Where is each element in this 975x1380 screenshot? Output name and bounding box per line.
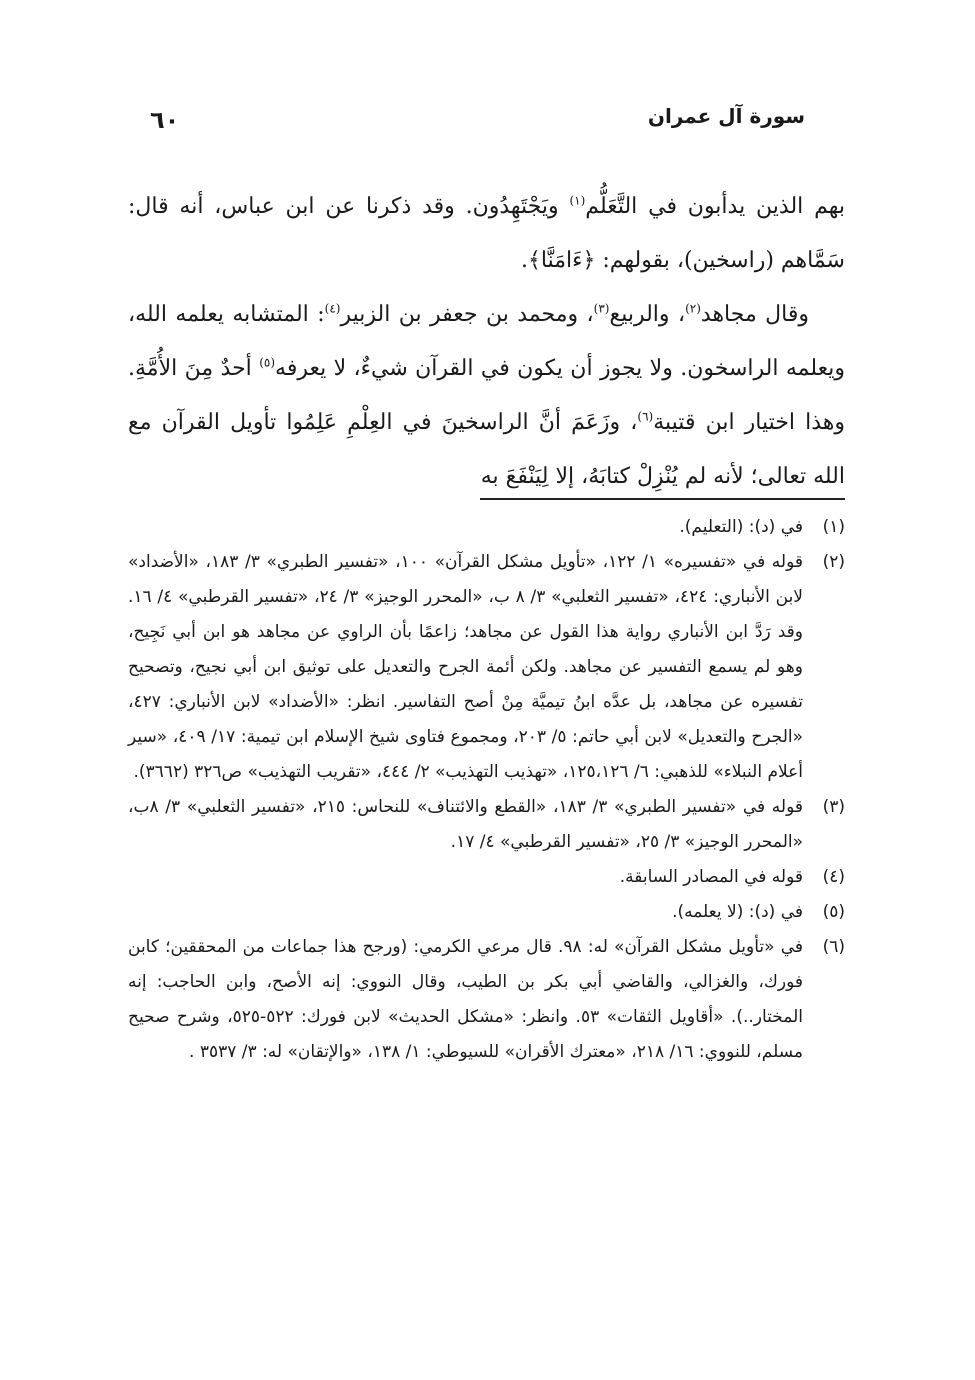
page-number: ٦٠ xyxy=(150,106,180,134)
footnote-text: قوله في المصادر السابقة. xyxy=(619,867,803,887)
surah-title: سورة آل عمران xyxy=(647,104,805,128)
footnote-ref-6: (٦) xyxy=(637,409,654,424)
text-run: بهم الذين يدأبون في التَّعَلُّم xyxy=(585,194,845,219)
footnote-separator xyxy=(480,498,845,500)
footnote-2 xyxy=(128,545,845,790)
footnotes xyxy=(128,510,845,1070)
text-run: : المتشابه يعلمه الله، ويعلمه الراسخون. ولا يجوز أن يكون في القرآن شيءٌ، لا يعرفه xyxy=(128,302,845,381)
footnote-text: في (د): (لا يعلمه). xyxy=(672,902,803,922)
footnote-number: (٢) xyxy=(822,552,845,572)
footnote-number: (٤) xyxy=(822,867,845,887)
footnote-1 xyxy=(128,510,845,545)
footnote-text: في (د): (التعليم). xyxy=(679,517,803,537)
footnote-ref-2: (٢) xyxy=(685,301,701,316)
text-run: ، ومحمد بن جعفر بن الزبير xyxy=(340,302,594,327)
footnote-text: قوله في «تفسيره» ١/ ١٢٢، «تأويل مشكل القرآن» ١٠٠، «تفسير الطبري» ٣/ ١٨٣، «الأضداد» لابن الأنباري: ٤٢٤، «تفسير الثعلبي» ٣/ ٨ ب، «المحرر الوجيز» ٣/ ٢٤، «تفسير القرطبي» ٤/ ١٦. وقد رَدَّ ابن الأنباري رواية هذا القول عن مجاهد؛ زاعمًا بأن الراوي عن مجاهد هو ابن أبي نَجِيح، وهو لم يسمع التفسير عن مجاهد. ولكن أئمة الجرح والتعديل على توثيق ابن أبي نجيح، وتصحيح تفسيره عن مجاهد، بل عدَّه ابنُ تيميَّة مِنْ أصح التفاسير. انظر: «الأضداد» لابن الأنباري: ٤٢٧، «الجرح والتعديل» لابن أبي حاتم: ٥/ ٢٠٣، ومجموع فتاوى شيخ الإسلام ابن تيمية: ١٧/ ٤٠٩، «سير أعلام النبلاء» للذهبي: ٦/ ١٢٥،١٢٦، «تهذيب التهذيب» ٢/ ٤٤٤، «تقريب التهذيب» ص٣٢٦ (٣٦٦٢). xyxy=(128,552,804,782)
footnote-text: قوله في «تفسير الطبري» ٣/ ١٨٣، «القطع والائتناف» للنحاس: ٢١٥، «تفسير الثعلبي» ٣/ ٨ب، «المحرر الوجيز» ٣/ ٢٥، «تفسير القرطبي» ٤/ ١٧. xyxy=(128,797,803,852)
text-run: وقال مجاهد xyxy=(700,302,809,327)
footnote-number: (٥) xyxy=(822,902,845,922)
text-run: ، والربيع xyxy=(609,302,686,327)
footnote-number: (٦) xyxy=(822,937,845,957)
footnote-ref-4: (٤) xyxy=(324,301,341,316)
main-text xyxy=(128,180,845,504)
footnote-6 xyxy=(128,930,845,1070)
footnote-number: (١) xyxy=(822,517,845,537)
paragraph-2 xyxy=(128,288,845,504)
footnote-ref-5: (٥) xyxy=(259,355,276,370)
page-header xyxy=(150,100,805,150)
footnote-ref-3: (٣) xyxy=(593,301,610,316)
footnote-4 xyxy=(128,860,845,895)
footnote-5 xyxy=(128,895,845,930)
text-run: ويَجْتَهِدُون. وقد ذكرنا عن ابن عباس، أنه قال: سَمَّاهم (راسخين)، بقولهم: ﴿ءَامَنَّا﴾. xyxy=(128,194,845,273)
paragraph-1 xyxy=(128,180,845,288)
text-run: ، وزَعَمَ أنَّ الراسخينَ في العِلْمِ عَلِمُوا تأويل القرآن مع الله تعالى؛ لأنه لم يُنْزِلْ كتابَهُ، إلا لِيَنْفَعَ به xyxy=(128,410,845,489)
footnote-text: في «تأويل مشكل القرآن» له: ٩٨. قال مرعي الكرمي: (ورجح هذا جماعات من المحققين؛ كابن فورك، والغزالي، والقاضي أبي بكر بن الطيب، وقال النووي: إنه الأصح، وابن الحاجب: إنه المختار..). «أقاويل الثقات» ٥٣. وانظر: «مشكل الحديث» لابن فورك: ٥٢٢-٥٢٥، وشرح صحيح مسلم، للنووي: ١٦/ ٢١٨، «معترك الأقران» للسيوطي: ١/ ١٣٨، «والإتقان» له: ٣/ ٣٥٣٧ . xyxy=(128,937,803,1062)
text-run: أحدٌ مِنَ الأُمَّةِ. وهذا اختيار ابن قتيبة xyxy=(128,356,845,435)
footnote-ref-1: (١) xyxy=(569,193,586,208)
footnote-3 xyxy=(128,790,845,860)
footnote-number: (٣) xyxy=(822,797,845,817)
